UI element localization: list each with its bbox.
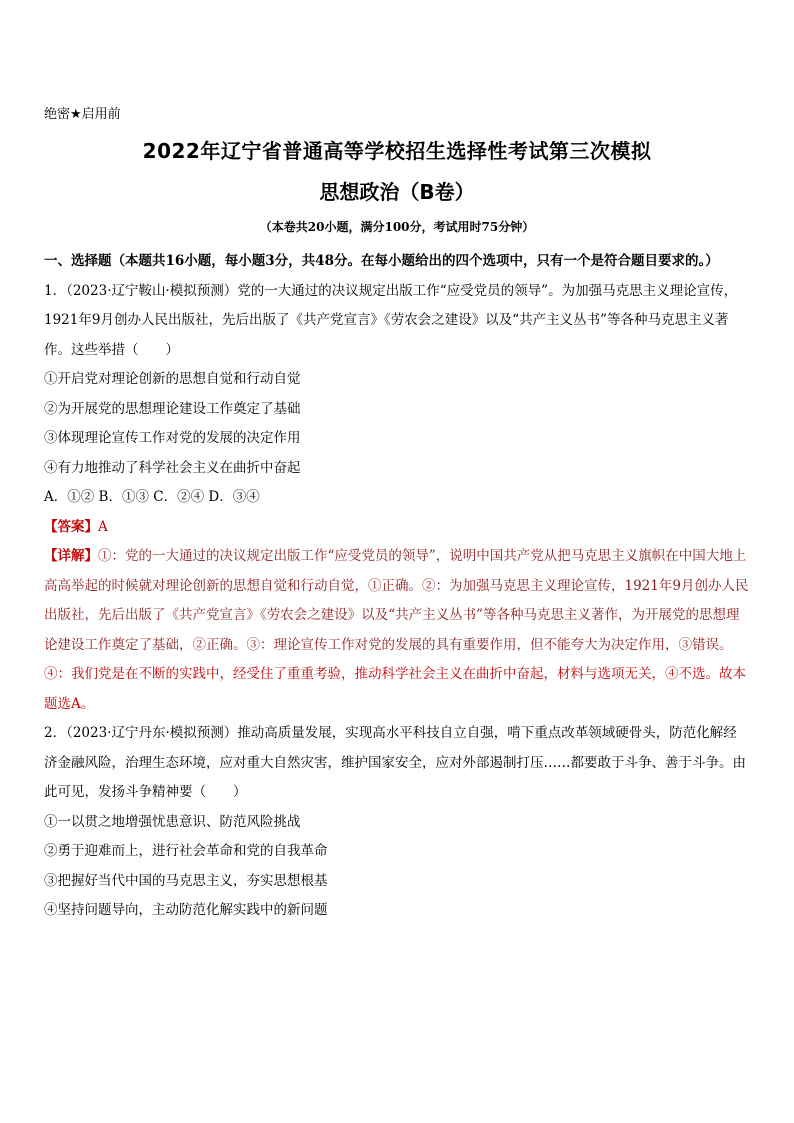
q1-stem: 1．（2023·辽宁鞍山·模拟预测）党的一大通过的决议规定出版工作“应受党员的领导”。为加强马克思主义理论宣传，1921年9月创办人民出版社，先后出版了《共产党宣言》《劳农会之建设》以及“共产主义丛书”等各种马克思主义著作。这些举措（ ） [44,282,738,358]
q2-option-4: ④坚持问题导向，主动防范化解实践中的新问题 [44,902,328,918]
q1-option-3: ③体现理论宣传工作对党的发展的决定作用 [44,430,301,446]
q2-stem: 2．（2023·辽宁丹东·模拟预测）推动高质量发展，实现高水平科技自立自强，啃下重点改革领域硬骨头，防范化解经济金融风险，治理生态环境，应对重大自然灾害，维护国家安全，应对外部遏制打压……都要敢于斗争、善于斗争。由此可见，发扬斗争精神要（ ） [44,725,746,800]
q1-detail [44,542,750,719]
exam-note: （本卷共20小题，满分100分，考试用时75分钟） [259,220,535,234]
q2-option-2: ②勇于迎难而上，进行社会革命和党的自我革命 [44,843,328,859]
detail-text-2: ④：我们党是在不断的实践中，经受住了重重考验，推动科学社会主义在曲折中奋起，材料与选项无关，④不选。故本题选A。 [44,666,746,712]
q2-option-1: ①一以贯之地增强忧患意识、防范风险挑战 [44,813,301,830]
page-subtitle: 思想政治（B卷） [319,180,475,204]
answer-label: 【答案】 [44,518,98,535]
q1-choices: A．①② B．①③ C．②④ D．③④ [44,489,260,505]
answer-value: A [98,518,108,535]
detail-label: 【详解】 [44,548,98,564]
exam-content [44,247,750,926]
detail-text-1: ①：党的一大通过的决议规定出版工作“应受党员的领导”，说明中国共产党从把马克思主义旗帜在中国大地上高高举起的时候就对理论创新的思想自觉和行动自觉，①正确。②：为加强马克思主义理论宣传，1921年9月创办人民出版社，先后出版了《共产党宣言》《劳农会之建设》以及“共产主义丛书”等各种马克思主义著作，为开展党的思想理论建设工作奠定了基础，②正确。③：理论宣传工作对党的发展的具有重要作用，但不能夸大为决定作用，③错误。 [44,548,749,653]
q2-option-3: ③把握好当代中国的马克思主义，夯实思想根基 [44,872,328,889]
q1-option-2: ②为开展党的思想理论建设工作奠定了基础 [44,400,301,417]
section-heading: 一、选择题（本题共16小题，每小题3分，共48分。在每小题给出的四个选项中，只有一个是符合题目要求的。） [44,253,719,269]
q1-option-4: ④有力地推动了科学社会主义在曲折中奋起 [44,459,301,476]
page-title: 2022年辽宁省普通高等学校招生选择性考试第三次模拟 [142,139,652,163]
q1-option-1: ①开启党对理论创新的思想自觉和行动自觉 [44,371,301,387]
secret-label: 绝密★启用前 [44,107,121,122]
q1-answer-line [44,513,750,543]
